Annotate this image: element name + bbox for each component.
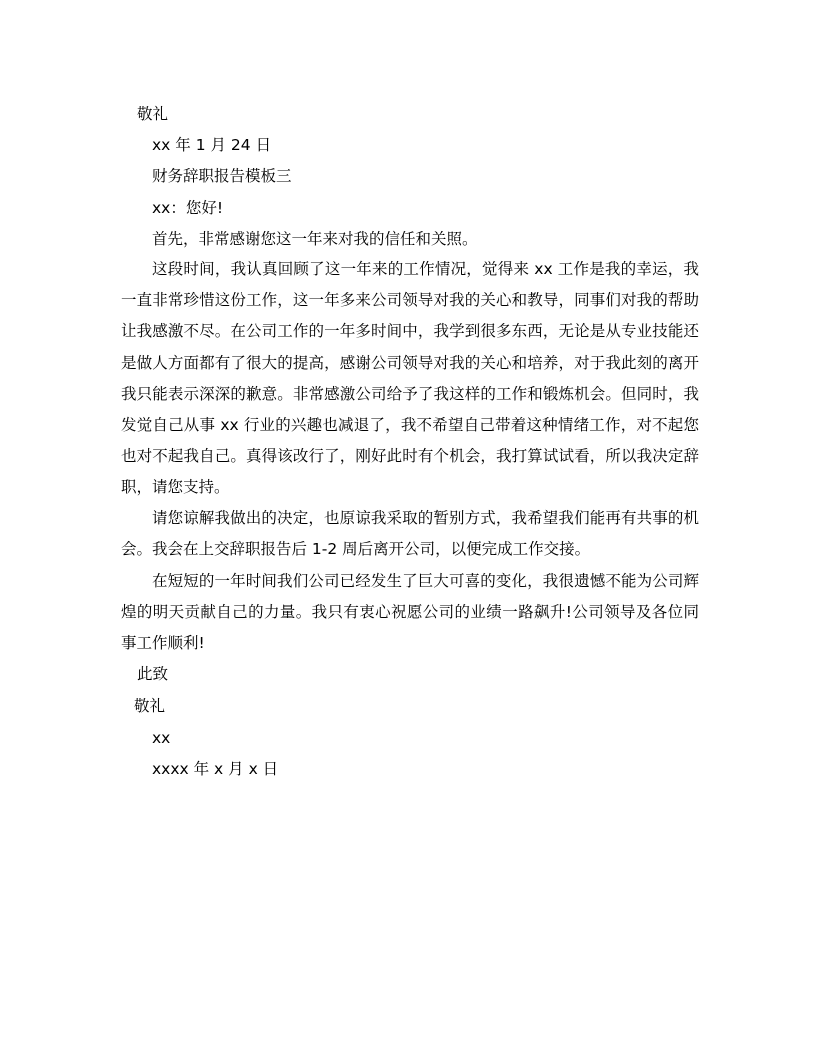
date-bottom: xxxx 年 x 月 x 日 — [152, 760, 279, 778]
paragraph-3: 在短短的一年时间我们公司已经发生了巨大可喜的变化，我很遗憾不能为公司辉煌的明天贡献自己的力量。我只有衷心祝愿公司的业绩一路飙升!公司领导及各位同事工作顺利! — [121, 572, 699, 653]
closing-salutation-top: 敬礼 — [137, 105, 169, 123]
paragraph-1: 这段时间，我认真回顾了这一年来的工作情况，觉得来 xx 工作是我的幸运，我一直非常珍惜这份工作，这一年多来公司领导对我的关心和教导，同事们对我的帮助让我感激不尽。在公司工作的一年多时间中，我学到很多东西，无论是从专业技能还是做人方面都有了很大的提高，感谢公司领导对我的关心和培养，对于我此刻的离开我只能表示深深的歉意。非常感激公司给予了我这样的工作和锻炼机会。但同时，我发觉自己从事 xx 行业的兴趣也减退了，我不希望自己带着这种情绪工作，对不起您也对不起我自己。真得该改行了，刚好此时有个机会，我打算试试看，所以我决定辞职，请您支持。 — [121, 260, 699, 497]
sign-off: 此致 — [137, 665, 169, 683]
paragraph-2: 请您谅解我做出的决定，也原谅我采取的暂别方式，我希望我们能再有共事的机会。我会在上交辞职报告后 1-2 周后离开公司，以便完成工作交接。 — [121, 509, 699, 559]
signature: xx — [152, 729, 171, 747]
template-title: 财务辞职报告模板三 — [152, 167, 292, 185]
date-top: xx 年 1 月 24 日 — [152, 136, 272, 154]
closing-salutation-bottom: 敬礼 — [134, 697, 166, 715]
greeting: xx：您好! — [152, 199, 224, 217]
thanks-line: 首先，非常感谢您这一年来对我的信任和关照。 — [152, 230, 478, 248]
